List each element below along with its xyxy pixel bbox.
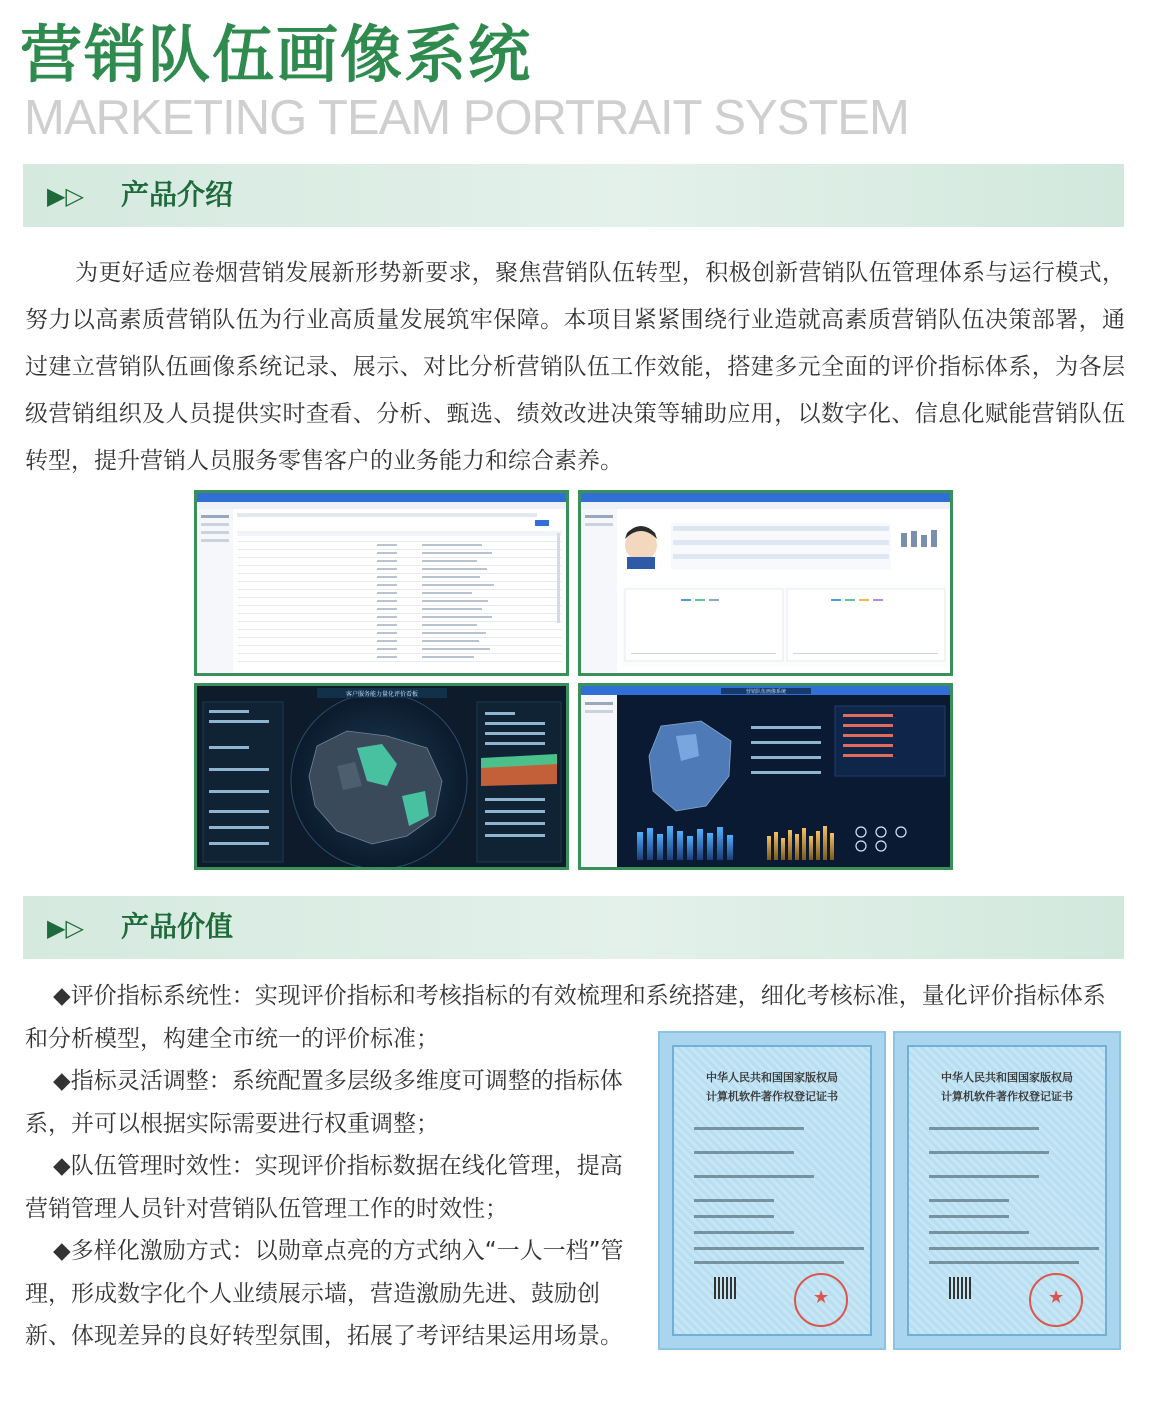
qr-code-icon <box>714 1277 736 1299</box>
section-marker-icon: ▶▷ <box>47 914 84 942</box>
screenshot-dashboard-map <box>194 683 569 870</box>
section-heading: 产品价值 <box>121 910 234 943</box>
screenshot-profile-view <box>578 490 953 676</box>
dashboard-title-1: 客户服务能力量化评价看板 <box>345 691 419 698</box>
screenshot-dashboard-city <box>578 683 953 870</box>
screenshot-table-view <box>194 490 569 676</box>
section-header-value <box>23 896 1124 959</box>
dashboard-title-2: 营销队伍画像系统 <box>745 689 787 695</box>
intro-paragraph: 为更好适应卷烟营销发展新形势新要求，聚焦营销队伍转型，积极创新营销队伍管理体系与运行模式，努力以高素质营销队伍为行业高质量发展筑牢保障。本项目紧紧围绕行业造就高素质营销队伍决策部署，通过建立营销队伍画像系统记录、展示、对比分析营销队伍工作效能，搭建多元全面的评价指标体系，为各层级营销组织及人员提供实时查看、分析、甄选、绩效改进决策等辅助应用，以数字化、信息化赋能营销队伍转型，提升营销人员服务零售客户的业务能力和综合素养。 <box>25 260 1125 474</box>
value-item: ◆评价指标系统性：实现评价指标和考核指标的有效梳理和系统搭建，细化考核标准，量化评价指标体系和分析模型，构建全市统一的评价标准； <box>25 983 1106 1052</box>
copyright-certificate <box>893 1031 1121 1350</box>
page-subtitle-en: MARKETING TEAM PORTRAIT SYSTEM <box>24 91 909 145</box>
value-item: ◆指标灵活调整：系统配置多层级多维度可调整的指标体系，并可以根据实际需要进行权重调整； <box>25 1068 623 1137</box>
official-seal-icon: ★ <box>1029 1273 1083 1327</box>
qr-code-icon <box>949 1277 971 1299</box>
page-title: 营销队伍画像系统 <box>20 18 533 91</box>
certificate-title: 计算机软件著作权登记证书 <box>706 1090 838 1103</box>
certificate-issuer: 中华人民共和国国家版权局 <box>941 1071 1073 1084</box>
value-item: ◆队伍管理时效性：实现评价指标数据在线化管理，提高营销管理人员针对营销队伍管理工作的时效性； <box>25 1153 623 1222</box>
copyright-certificate <box>658 1031 886 1350</box>
certificate-title: 计算机软件著作权登记证书 <box>941 1090 1073 1103</box>
section-marker-icon: ▶▷ <box>47 182 84 210</box>
section-heading: 产品介绍 <box>121 178 234 211</box>
section-header-intro <box>23 164 1124 227</box>
value-item: ◆多样化激励方式：以勋章点亮的方式纳入“一人一档”管理，形成数字化个人业绩展示墙，营造激励先进、鼓励创新、体现差异的良好转型氛围，拓展了考评结果运用场景。 <box>25 1238 624 1349</box>
certificate-issuer: 中华人民共和国国家版权局 <box>706 1071 838 1084</box>
official-seal-icon: ★ <box>794 1273 848 1327</box>
